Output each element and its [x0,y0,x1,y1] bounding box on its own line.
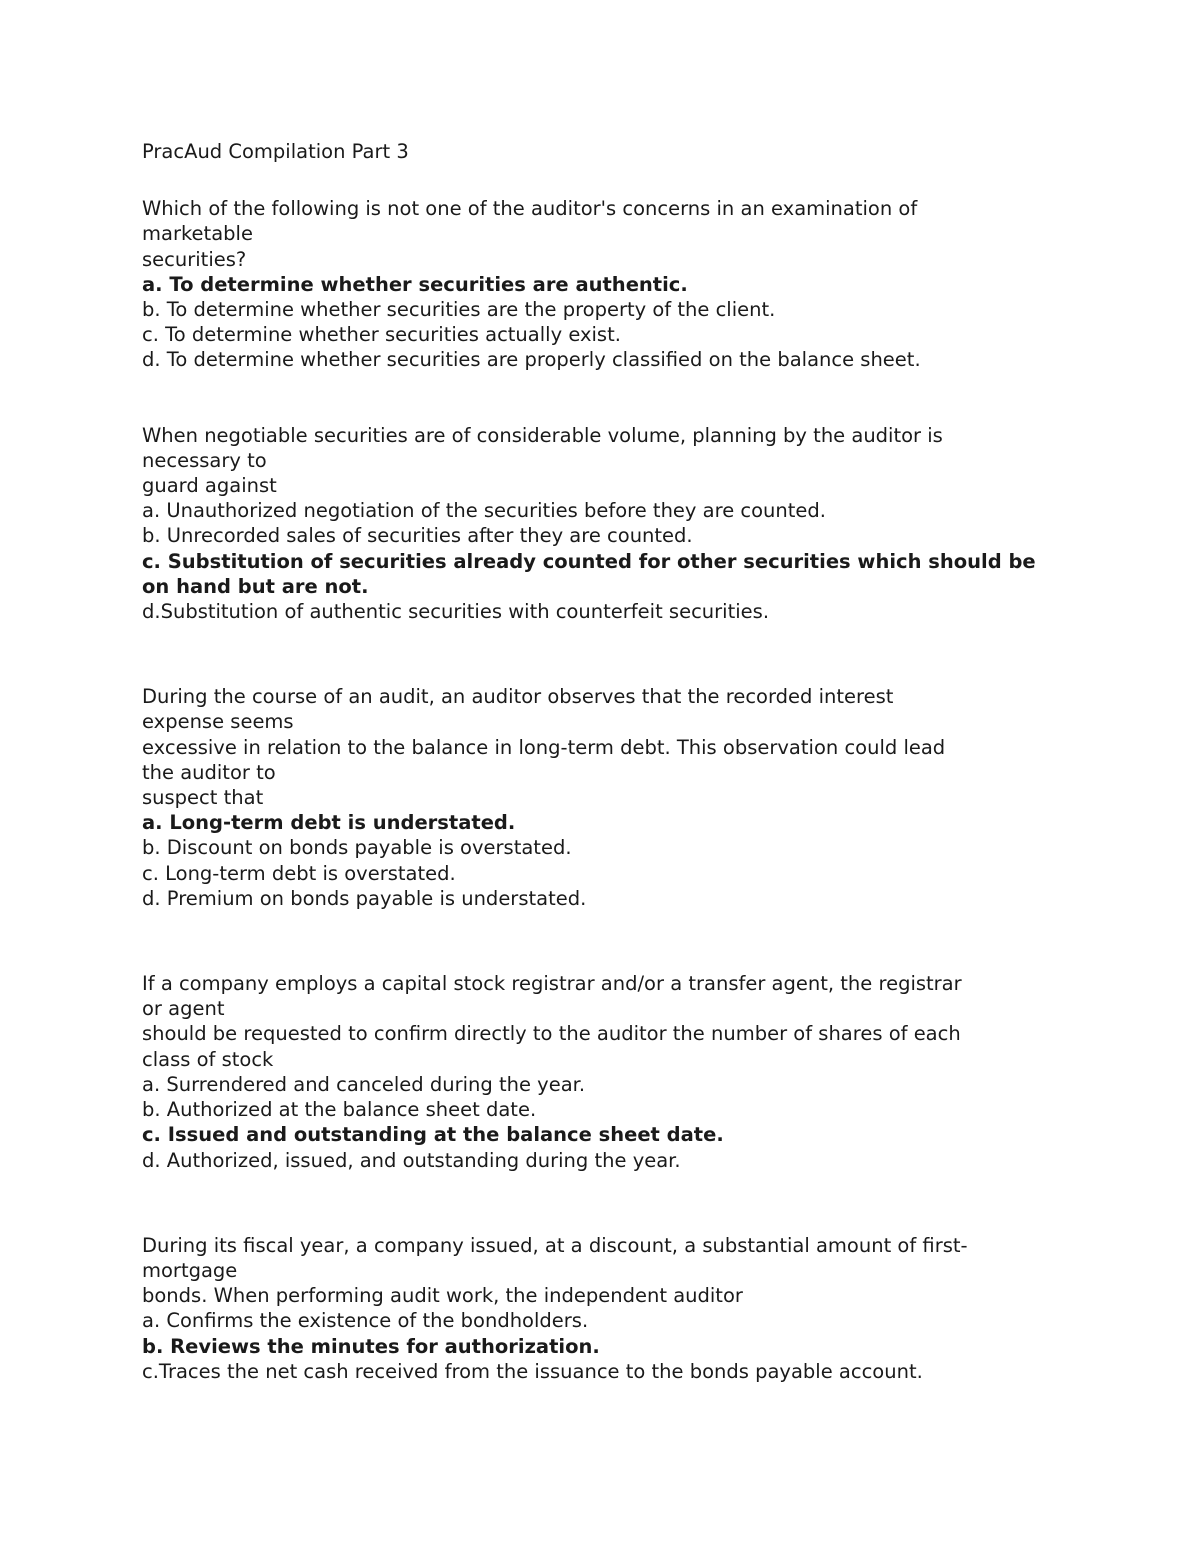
spacer [142,624,1062,684]
question-4 [142,971,1062,1173]
answer-option-correct: c. Issued and outstanding at the balance sheet date. [142,1123,724,1147]
answer-option: d.Substitution of authentic securities with counterfeit securities. [142,600,770,624]
question-text-line: excessive in relation to the balance in long-term debt. This observation could lead [142,735,946,759]
question-text-line: bonds. When performing audit work, the independent auditor [142,1284,743,1308]
spacer [142,1173,1062,1233]
question-text-line: When negotiable securities are of considerable volume, planning by the auditor is [142,423,943,447]
question-text-line: securities? [142,247,247,271]
question-5 [142,1233,1062,1384]
spacer [142,911,1062,971]
answer-option-correct: a. Long-term debt is understated. [142,811,516,835]
answer-option: b. To determine whether securities are the property of the client. [142,298,776,322]
answer-option: a. Unauthorized negotiation of the securities before they are counted. [142,499,826,523]
question-1 [142,196,1062,372]
question-3 [142,684,1062,911]
document-page [142,139,1062,1384]
question-text-line: During the course of an audit, an auditor observes that the recorded interest [142,685,894,709]
answer-option: c. Long-term debt is overstated. [142,861,456,885]
question-text-line: Which of the following is not one of the auditor's concerns in an examination of [142,197,918,221]
question-text-line: suspect that [142,786,264,810]
question-text-line: mortgage [142,1258,238,1282]
answer-option: b. Unrecorded sales of securities after they are counted. [142,524,693,548]
answer-option: a. Confirms the existence of the bondholders. [142,1309,589,1333]
answer-option: d. To determine whether securities are properly classified on the balance sheet. [142,348,921,372]
question-text-line: or agent [142,997,225,1021]
question-text-line: guard against [142,474,277,498]
answer-option: a. Surrendered and canceled during the year. [142,1072,586,1096]
spacer [142,373,1062,423]
question-2 [142,423,1062,625]
question-text-line: marketable [142,222,253,246]
answer-option: c. To determine whether securities actually exist. [142,323,621,347]
question-text-line: necessary to [142,448,267,472]
answer-option-correct: b. Reviews the minutes for authorization. [142,1334,600,1358]
question-text-line: the auditor to [142,760,276,784]
answer-option-correct: c. Substitution of securities already counted for other securities which should be on hand but are not. [142,549,1036,598]
answer-option: b. Discount on bonds payable is overstated. [142,836,572,860]
answer-option: d. Premium on bonds payable is understated. [142,886,587,910]
answer-option: d. Authorized, issued, and outstanding during the year. [142,1148,681,1172]
question-text-line: During its fiscal year, a company issued, at a discount, a substantial amount of first- [142,1233,968,1257]
question-text-line: class of stock [142,1047,274,1071]
question-text-line: expense seems [142,710,294,734]
document-title: PracAud Compilation Part 3 [142,140,409,163]
question-text-line: If a company employs a capital stock registrar and/or a transfer agent, the registrar [142,972,962,996]
answer-option: c.Traces the net cash received from the issuance to the bonds payable account. [142,1359,923,1383]
question-text-line: should be requested to confirm directly to the auditor the number of shares of each [142,1022,961,1046]
answer-option: b. Authorized at the balance sheet date. [142,1098,537,1122]
answer-option-correct: a. To determine whether securities are authentic. [142,272,688,296]
